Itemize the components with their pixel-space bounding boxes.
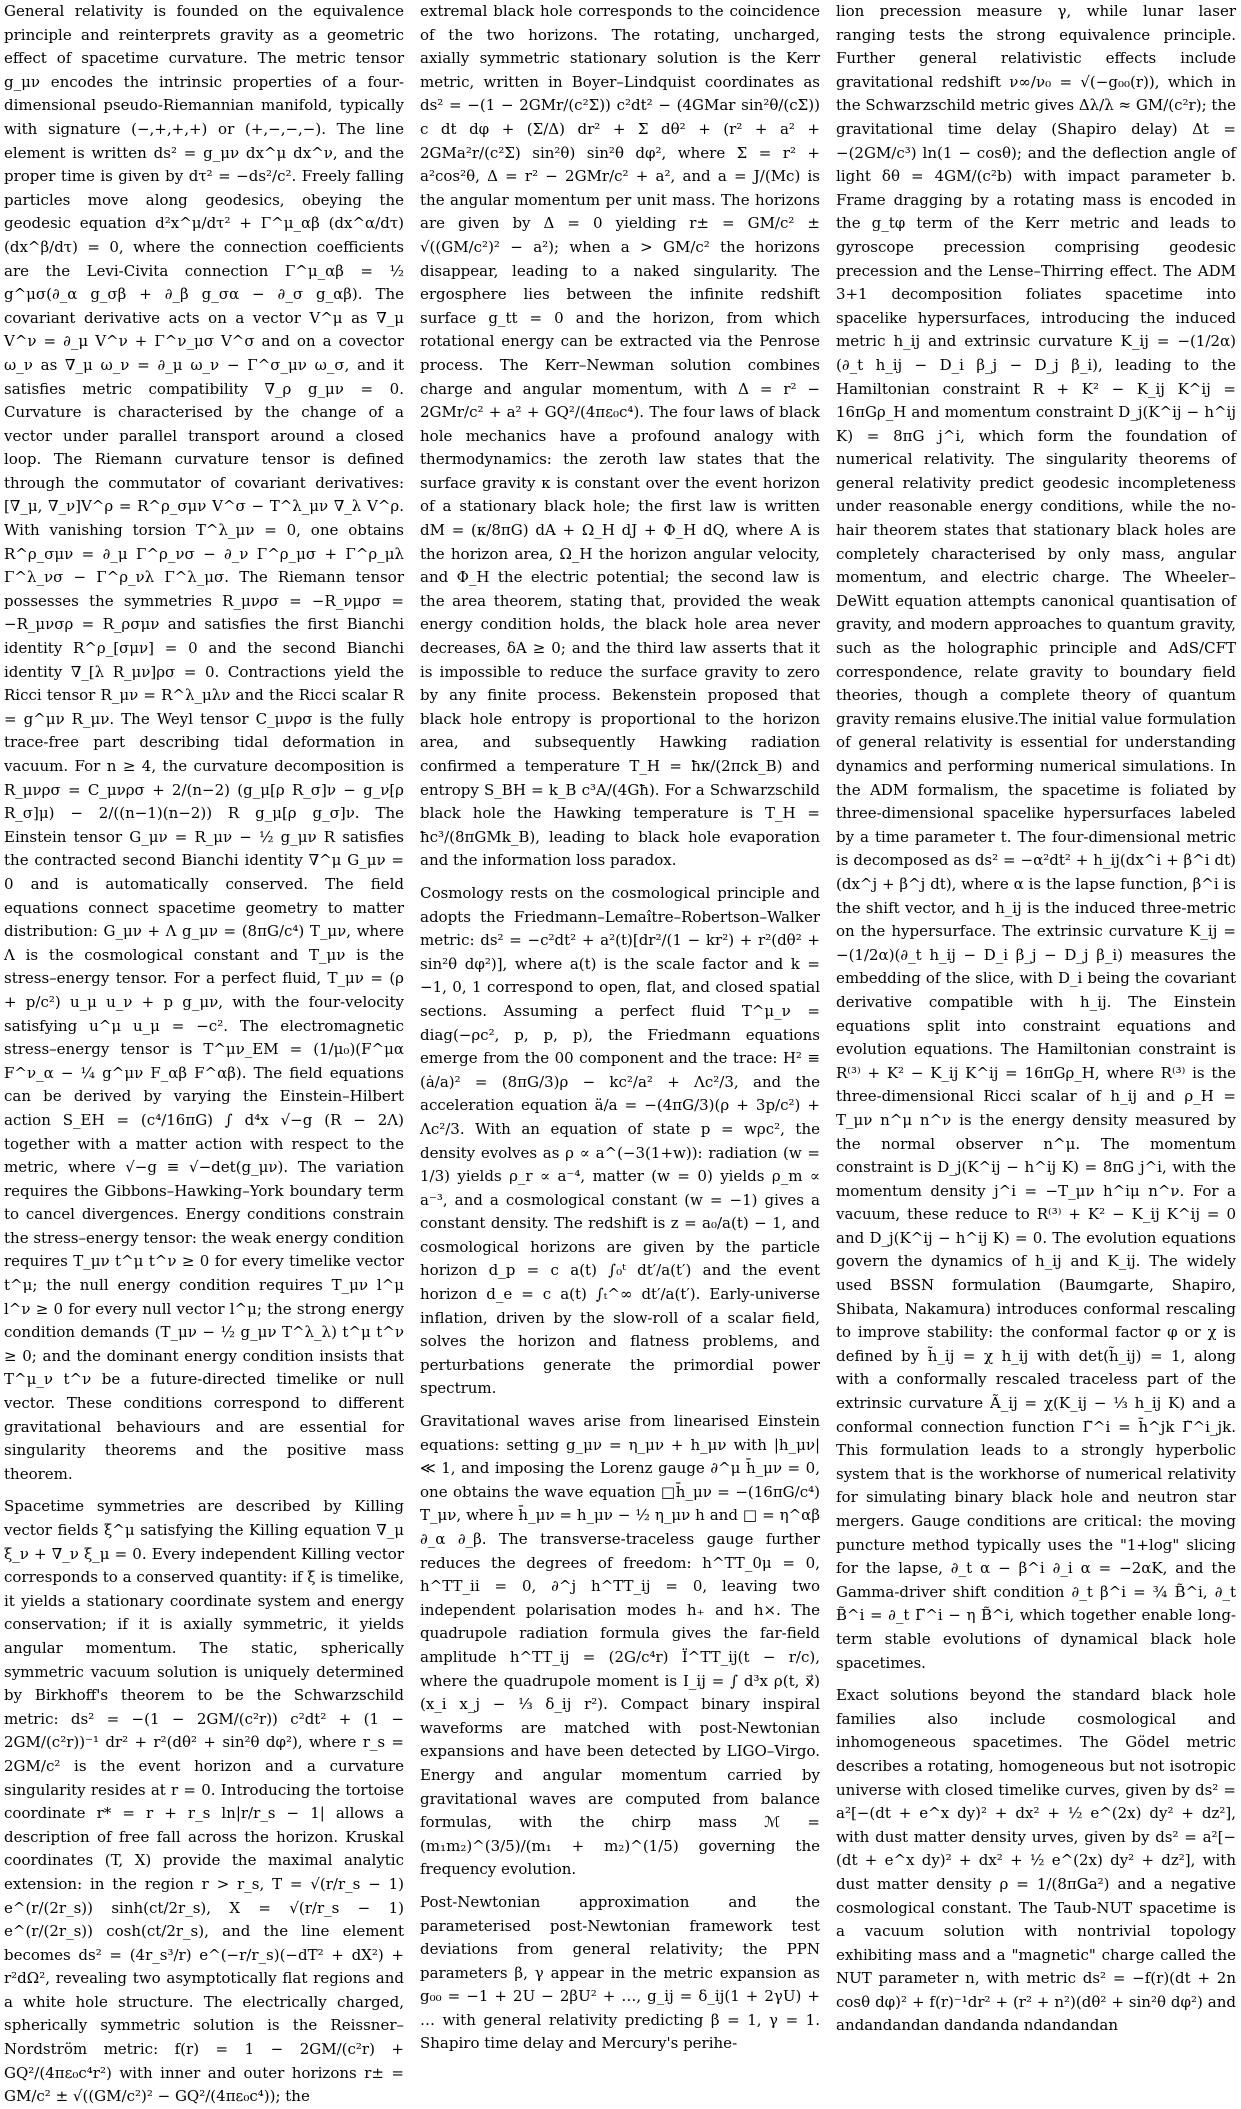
text-column-right — [836, 0, 1236, 2035]
text-column-left — [4, 0, 405, 2106]
paragraph-exact-solutions: Exact solutions beyond the standard black hole families also include cosmological and inhomogeneous spacetimes. The Gödel metric describes a rotating, homogeneous but not isotropic universe with closed timelike curves, given by ds² = a²[−(dt + e^x dy)² + dx² + ½ e^(2x) dy² + dz²], with dust matter density urves, given by ds² = a²[−(dt + e^x dy)² + dx² + ½ e^(2x) dy² + dz²], with dust matter density ρ = 1/(8πGa²) and a negative cosmological constant. The Taub-NUT spacetime is a vacuum solution with nontrivial topology exhibiting mass and a "magnetic" charge called the NUT parameter n, with metric ds² = −f(r)(dt + 2n cosθ dφ)² + f(r)⁻¹dr² + (r² + n²)(dθ² + sin²θ dφ²) and andandandan dandanda ndandandan — [836, 1686, 1236, 2035]
paragraph-foundations: General relativity is founded on the equivalence principle and reinterprets gravity as a geometric effect of spacetime curvature. The metric tensor g_μν encodes the intrinsic properties of a four-dimensional pseudo-Riemannian manifold, typically with signature (−,+,+,+) or (+,−,−,−). The line element is written ds² = g_μν dx^μ dx^ν, and the proper time is given by dτ² = −ds²/c². Freely falling particles move along geodesics, obeying the geodesic equation d²x^μ/dτ² + Γ^μ_αβ (dx^α/dτ)(dx^β/dτ) = 0, where the connection coefficients are the Levi-Civita connection Γ^μ_αβ = ½ g^μσ(∂_α g_σβ + ∂_β g_σα − ∂_σ g_αβ). The covariant derivative acts on a vector V^μ as ∇_μ V^ν = ∂_μ V^ν + Γ^ν_μσ V^σ and on a covector ω_ν as ∇_μ ω_ν = ∂_μ ω_ν − Γ^σ_μν ω_σ, and it satisfies metric compatibility ∇_ρ g_μν = 0. Curvature is characterised by the change of a vector under parallel transport around a closed loop. The Riemann curvature tensor is defined through the commutator of covariant derivatives: [∇_μ, ∇_ν]V^ρ = R^ρ_σμν V^σ − T^λ_μν ∇_λ V^ρ. With vanishing torsion T^λ_μν = 0, one obtains R^ρ_σμν = ∂_μ Γ^ρ_νσ − ∂_ν Γ^ρ_μσ + Γ^ρ_μλ Γ^λ_νσ − Γ^ρ_νλ Γ^λ_μσ. The Riemann tensor possesses the symmetries R_μνρσ = −R_νμρσ = −R_μνσρ = R_ρσμν and satisfies the first Bianchi identity R^ρ_[σμν] = 0 and the second Bianchi identity ∇_[λ R_μν]ρσ = 0. Contractions yield the Ricci tensor R_μν = R^λ_μλν and the Ricci scalar R = g^μν R_μν. The Weyl tensor C_μνρσ is the fully trace-free part describing tidal deformation in vacuum. For n ≥ 4, the curvature decomposition is R_μνρσ = C_μνρσ + 2/(n−2) (g_μ[ρ R_σ]ν − g_ν[ρ R_σ]μ) − 2/((n−1)(n−2)) R g_μ[ρ g_σ]ν. The Einstein tensor G_μν = R_μν − ½ g_μν R satisfies the contracted second Bianchi identity ∇^μ G_μν = 0 and is automatically conserved. The field equations connect spacetime geometry to matter distribution: G_μν + Λ g_μν = (8πG/c⁴) T_μν, where Λ is the cosmological constant and T_μν is the stress–energy tensor. For a perfect fluid, T_μν = (ρ + p/c²) u_μ u_ν + p g_μν, with the four-velocity satisfying u^μ u_μ = −c². The electromagnetic stress–energy tensor is T^μν_EM = (1/μ₀)(F^μα F^ν_α − ¼ g^μν F_αβ F^αβ). The field equations can be derived by varying the Einstein–Hilbert action S_EH = (c⁴/16πG) ∫ d⁴x √−g (R − 2Λ) together with a matter action with respect to the metric, where √−g ≡ √−det(g_μν). The variation requires the Gibbons–Hawking–York boundary term to cancel divergences. Energy conditions constrain the stress–energy tensor: the weak energy condition requires T_μν t^μ t^ν ≥ 0 for every timelike vector t^μ; the null energy condition requires T_μν l^μ l^ν ≥ 0 for every null vector l^μ; the strong energy condition demands (T_μν − ½ g_μν T^λ_λ) t^μ t^ν ≥ 0; and the dominant energy condition insists that T^μ_ν t^ν be a future-directed timelike or null vector. These conditions correspond to different gravitational behaviours and are essential for singularity theorems and the positive mass theorem. — [4, 2, 405, 1483]
paragraph-gravitational-waves: Gravitational waves arise from linearised Einstein equations: setting g_μν = η_μν + h_μν with |h_μν| ≪ 1, and imposing the Lorenz gauge ∂^μ h̄_μν = 0, one obtains the wave equation □h̄_μν = −(16πG/c⁴) T_μν, where h̄_μν = h_μν − ½ η_μν h and □ = η^αβ ∂_α ∂_β. The transverse-traceless gauge further reduces the degrees of freedom: h^TT_0μ = 0, h^TT_ii = 0, ∂^j h^TT_ij = 0, leaving two independent polarisation modes h₊ and h×. The quadrupole radiation formula gives the far-field amplitude h^TT_ij = (2G/c⁴r) Ï^TT_ij(t − r/c), where the quadrupole moment is I_ij = ∫ d³x ρ(t, x⃗)(x_i x_j − ⅓ δ_ij r²). Compact binary inspiral waveforms are matched with post-Newtonian expansions and have been detected by LIGO–Virgo. Energy and angular momentum carried by gravitational waves are computed from balance formulas, with the chirp mass ℳ = (m₁m₂)^(3/5)/(m₁ + m₂)^(1/5) governing the frequency evolution. — [420, 1412, 820, 1879]
paragraph-symmetries: Spacetime symmetries are described by Killing vector fields ξ^μ satisfying the Killing equation ∇_μ ξ_ν + ∇_ν ξ_μ = 0. Every independent Killing vector corresponds to a conserved quantity: if ξ is timelike, it yields a stationary coordinate system and energy conservation; if it is axially symmetric, it yields angular momentum. The static, spherically symmetric vacuum solution is uniquely determined by Birkhoff's theorem to be the Schwarzschild metric: ds² = −(1 − 2GM/(c²r)) c²dt² + (1 − 2GM/(c²r))⁻¹ dr² + r²(dθ² + sin²θ dφ²), where r_s = 2GM/c² is the event horizon and a curvature singularity resides at r = 0. Introducing the tortoise coordinate r* = r + r_s ln|r/r_s − 1| allows a description of free fall across the horizon. Kruskal coordinates (T, X) provide the maximal analytic extension: in the region r > r_s, T = √(r/r_s − 1) e^(r/(2r_s)) sinh(ct/2r_s), X = √(r/r_s − 1) e^(r/(2r_s)) cosh(ct/2r_s), and the line element becomes ds² = (4r_s³/r) e^(−r/r_s)(−dT² + dX²) + r²dΩ², revealing two asymptotically flat regions and a white hole structure. The electrically charged, spherically symmetric solution is the Reissner–Nordström metric: f(r) = 1 − 2GM/(c²r) + GQ²/(4πε₀c⁴r²) with inner and outer horizons r± = GM/c² ± √((GM/c²)² − GQ²/(4πε₀c⁴)); the — [4, 1497, 404, 2106]
paragraph-post-newtonian: Post-Newtonian approximation and the parameterised post-Newtonian framework test deviations from general relativity; the PPN parameters β, γ appear in the metric expansion as g₀₀ = −1 + 2U − 2βU² + …, g_ij = δ_ij(1 + 2γU) + … with general relativity predicting β = 1, γ = 1. Shapiro time delay and Mercury's perihe- — [420, 1892, 820, 2053]
paragraph-adm-formalism: lion precession measure γ, while lunar laser ranging tests the strong equivalence principle. Further general relativistic effects include gravitational redshift ν∞/ν₀ = √(−g₀₀(r)), which in the Schwarzschild metric gives Δλ/λ ≈ GM/(c²r); the gravitational time delay (Shapiro delay) Δt = −(2GM/c³) ln(1 − cosθ); and the deflection angle of light δθ = 4GM/(c²b) with impact parameter b. Frame dragging by a rotating mass is encoded in the g_tφ term of the Kerr metric and leads to gyroscope precession comprising geodesic precession and the Lense–Thirring effect. The ADM 3+1 decomposition foliates spacetime into spacelike hypersurfaces, introducing the induced metric h_ij and extrinsic curvature K_ij = −(1/2α)(∂_t h_ij − D_i β_j − D_j β_i), leading to the Hamiltonian constraint R + K² − K_ij K^ij = 16πGρ_H and momentum constraint D_j(K^ij − h^ij K) = 8πG j^i, which form the foundation of numerical relativity. The singularity theorems of general relativity predict geodesic incompleteness under reasonable energy conditions, while the no-hair theorem states that stationary black holes are completely characterised by only mass, angular momentum, and electric charge. The Wheeler–DeWitt equation attempts canonical quantisation of gravity, and modern approaches to quantum gravity, such as the holographic principle and AdS/CFT correspondence, relate gravity to boundary field theories, though a complete theory of quantum gravity remains elusive.The initial value formulation of general relativity is essential for understanding dynamics and performing numerical simulations. In the ADM formalism, the spacetime is foliated by three-dimensional spacelike hypersurfaces labeled by a time parameter t. The four-dimensional metric is decomposed as ds² = −α²dt² + h_ij(dx^i + β^i dt)(dx^j + β^j dt), where α is the lapse function, β^i is the shift vector, and h_ij is the induced three-metric on the hypersurface. The extrinsic curvature K_ij = −(1/2α)(∂_t h_ij − D_i β_j − D_j β_i) measures the embedding of the slice, with D_i being the covariant derivative compatible with h_ij. The Einstein equations split into constraint equations and evolution equations. The Hamiltonian constraint is R⁽³⁾ + K² − K_ij K^ij = 16πGρ_H, where R⁽³⁾ is the three-dimensional Ricci scalar of h_ij and ρ_H = T_μν n^μ n^ν is the energy density measured by the normal observer n^μ. The momentum constraint is D_j(K^ij − h^ij K) = 8πG j^i, with the momentum density j^i = −T_μν h^iμ n^ν. For a vacuum, these reduce to R⁽³⁾ + K² − K_ij K^ij = 0 and D_j(K^ij − h^ij K) = 0. The evolution equations govern the dynamics of h_ij and K_ij. The widely used BSSN formulation (Baumgarte, Shapiro, Shibata, Nakamura) introduces conformal rescaling to improve stability: the conformal factor φ or χ is defined by h̃_ij = χ h_ij with det(h̃_ij) = 1, along with a conformally rescaled traceless part of the extrinsic curvature Ã_ij = χ(K_ij − ⅓ h_ij K) and a conformal connection function Γ̃^i = h̃^jk Γ̃^i_jk. This formulation leads to a strongly hyperbolic system that is the workhorse of numerical relativity for simulating binary black hole and neutron star mergers. Gauge conditions are critical: the moving puncture method typically uses the "1+log" slicing for the lapse, ∂_t α − β^i ∂_i α = −2αK, and the Gamma-driver shift condition ∂_t β^i = ¾ B̃^i, ∂_t B̃^i = ∂_t Γ̃^i − η B̃^i, which together enable long-term stable evolutions of dynamical black hole spacetimes. — [836, 2, 1236, 1672]
paragraph-cosmology: Cosmology rests on the cosmological principle and adopts the Friedmann–Lemaître–Robertson–Walker metric: ds² = −c²dt² + a²(t)[dr²/(1 − kr²) + r²(dθ² + sin²θ dφ²)], where a(t) is the scale factor and k = −1, 0, 1 correspond to open, flat, and closed spatial sections. Assuming a perfect fluid T^μ_ν = diag(−ρc², p, p, p), the Friedmann equations emerge from the 00 component and the trace: H² ≡ (ȧ/a)² = (8πG/3)ρ − kc²/a² + Λc²/3, and the acceleration equation ä/a = −(4πG/3)(ρ + 3p/c²) + Λc²/3. With an equation of state p = wρc², the density evolves as ρ ∝ a^(−3(1+w)): radiation (w = 1/3) yields ρ_r ∝ a⁻⁴, matter (w = 0) yields ρ_m ∝ a⁻³, and a cosmological constant (w = −1) gives a constant density. The redshift is z = a₀/a(t) − 1, and cosmological horizons are given by the particle horizon d_p = c a(t) ∫₀ᵗ dt′/a(t′) and the event horizon d_e = c a(t) ∫ₜ^∞ dt′/a(t′). Early-universe inflation, driven by the slow-roll of a scalar field, solves the horizon and flatness problems, and perturbations generate the primordial power spectrum. — [420, 883, 820, 1398]
paragraph-black-holes: extremal black hole corresponds to the coincidence of the two horizons. The rotating, uncharged, axially symmetric stationary solution is the Kerr metric, written in Boyer–Lindquist coordinates as ds² = −(1 − 2GMr/(c²Σ)) c²dt² − (4GMar sin²θ/(cΣ)) c dt dφ + (Σ/Δ) dr² + Σ dθ² + (r² + a² + 2GMa²r/(c²Σ) sin²θ) sin²θ dφ², where Σ = r² + a²cos²θ, Δ = r² − 2GMr/c² + a², and a = J/(Mc) is the angular momentum per unit mass. The horizons are given by Δ = 0 yielding r± = GM/c² ± √((GM/c²)² − a²); when a > GM/c² the horizons disappear, leading to a naked singularity. The ergosphere lies between the infinite redshift surface g_tt = 0 and the horizon, from which rotational energy can be extracted via the Penrose process. The Kerr–Newman solution combines charge and angular momentum, with Δ = r² − 2GMr/c² + a² + GQ²/(4πε₀c⁴). The four laws of black hole mechanics have a profound analogy with thermodynamics: the zeroth law states that the surface gravity κ is constant over the event horizon of a stationary black hole; the first law is written dM = (κ/8πG) dA + Ω_H dJ + Φ_H dQ, where A is the horizon area, Ω_H the horizon angular velocity, and Φ_H the electric potential; the second law is the area theorem, stating that, provided the weak energy condition holds, the black hole area never decreases, δA ≥ 0; and the third law asserts that it is impossible to reduce the surface gravity to zero by any finite process. Bekenstein proposed that black hole entropy is proportional to the horizon area, and subsequently Hawking radiation confirmed a temperature T_H = ħκ/(2πck_B) and entropy S_BH = k_B c³A/(4Għ). For a Schwarzschild black hole the Hawking temperature is T_H = ħc³/(8πGMk_B), leading to black hole evaporation and the information loss paradox. — [420, 2, 820, 870]
text-column-middle — [420, 0, 820, 2053]
